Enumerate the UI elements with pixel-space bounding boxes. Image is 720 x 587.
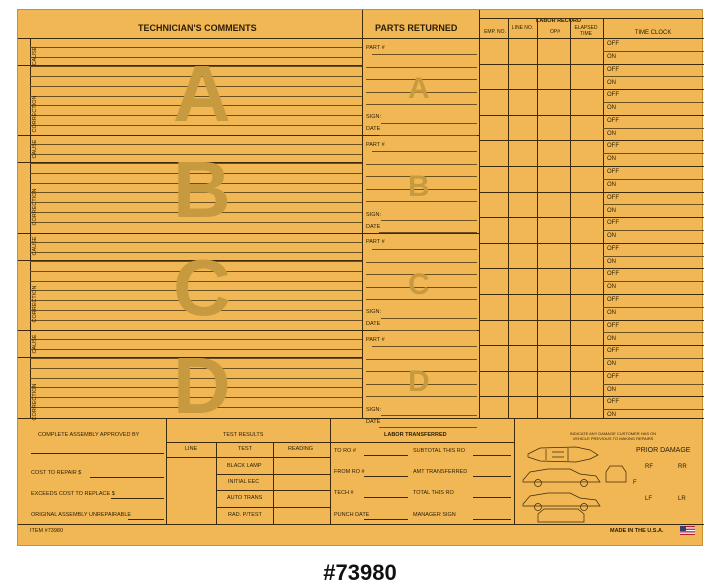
parts-section-divider: [362, 233, 479, 234]
car-side-wheel-b2: [581, 504, 588, 511]
time-clock-off: OFF: [607, 246, 619, 252]
sign-label-a: SIGN:: [366, 114, 381, 120]
test-labor-divider: [330, 418, 331, 524]
test-auto-trans: AUTO TRANS: [227, 495, 263, 501]
approval-test-divider: [166, 418, 167, 524]
part-number-label-a: PART #: [366, 45, 385, 51]
test-column-divider: [216, 442, 217, 524]
time-clock-off: OFF: [607, 271, 619, 277]
labor-row-rule: [479, 345, 704, 346]
technicians-comments-header: TECHNICIAN'S COMMENTS: [138, 23, 257, 33]
date-label-b: DATE: [366, 224, 381, 230]
time-clock-off: OFF: [607, 220, 619, 226]
time-clock-on: ON: [607, 412, 616, 418]
approval-signature-line: [31, 453, 164, 454]
section-label-column: [30, 135, 31, 233]
watermark-letter-d: D: [173, 341, 231, 430]
amt-transferred-label: AMT TRANSFERRED: [413, 469, 468, 475]
time-clock-split: [603, 409, 704, 410]
car-side-wheel-a2: [581, 480, 588, 487]
damage-f: F: [633, 480, 637, 486]
item-code-caption: #73980: [323, 560, 397, 585]
labor-transfer-line: [364, 497, 408, 498]
correction-label-c: CORRECTION: [32, 285, 38, 323]
time-clock-split: [603, 384, 704, 385]
time-clock-off: OFF: [607, 169, 619, 175]
cause-label-d: CAUSE: [32, 334, 38, 354]
original-assembly-label: ORIGINAL ASSEMBLY UNREPAIRABLE: [31, 512, 132, 518]
made-in-usa: MADE IN THE U.S.A.: [610, 528, 664, 534]
parts-rule: [366, 359, 477, 360]
time-clock-on: ON: [607, 233, 616, 239]
test-header-rule: [166, 457, 330, 458]
labor-row-rule: [479, 89, 704, 90]
correction-label-b: CORRECTION: [32, 188, 38, 226]
item-number: ITEM #73980: [30, 528, 64, 534]
part-number-line: [372, 54, 477, 55]
sign-label-d: SIGN:: [366, 407, 381, 413]
sign-line: [381, 318, 477, 319]
time-clock-on: ON: [607, 336, 616, 342]
manager-sign-label: MANAGER SIGN: [413, 512, 456, 518]
parts-rule: [366, 262, 477, 263]
date-line: [379, 232, 477, 233]
parts-labor-divider: [479, 10, 480, 418]
time-clock-off: OFF: [607, 374, 619, 380]
prior-damage-title: PRIOR DAMAGE: [636, 447, 691, 454]
time-clock-split: [603, 332, 704, 333]
repair-order-envelope: [17, 9, 703, 546]
time-clock-on: ON: [607, 80, 616, 86]
car-top-detail: [546, 448, 568, 461]
time-clock-off: OFF: [607, 195, 619, 201]
watermark-letter-b: B: [173, 145, 231, 234]
time-clock-off: OFF: [607, 323, 619, 329]
time-clock-on: ON: [607, 54, 616, 60]
time-clock-off: OFF: [607, 118, 619, 124]
time-clock-split: [603, 128, 704, 129]
vehicle-diagram: [518, 442, 630, 524]
time-clock-on: ON: [607, 156, 616, 162]
part-number-line: [372, 151, 477, 152]
time-clock-split: [603, 51, 704, 52]
labor-row-rule: [479, 294, 704, 295]
time-clock-off: OFF: [607, 297, 619, 303]
exceeds-cost-line: [111, 498, 164, 499]
labor-row-rule: [479, 64, 704, 65]
damage-note-line1: INDICATE ANY DAMAGE CUSTOMER HAS ON: [569, 431, 657, 436]
time-clock-on: ON: [607, 387, 616, 393]
labor-row-rule: [479, 217, 704, 218]
correction-label-d: CORRECTION: [32, 383, 38, 421]
labor-transfer-line: [364, 476, 408, 477]
time-clock-split: [603, 230, 704, 231]
time-clock-split: [603, 204, 704, 205]
watermark-letter-c: C: [173, 243, 231, 332]
watermark-letter-a: A: [173, 49, 231, 138]
test-title-rule: [166, 442, 330, 443]
test-test-column: TEST: [238, 446, 253, 452]
labor-row-rule: [479, 320, 704, 321]
car-side-wheel-a1: [535, 480, 542, 487]
date-label-c: DATE: [366, 321, 381, 327]
labor-transfer-line: [473, 497, 511, 498]
time-clock-off: OFF: [607, 67, 619, 73]
test-column-divider: [273, 442, 274, 524]
sign-line: [381, 415, 477, 416]
sign-line: [381, 220, 477, 221]
parts-letter-d: D: [408, 365, 430, 398]
parts-letter-a: A: [408, 72, 430, 105]
labor-record-header: LABOR RECORD: [536, 18, 581, 24]
time-clock-split: [603, 76, 704, 77]
parts-rule: [366, 164, 477, 165]
labor-transfer-line: [364, 519, 408, 520]
test-rad-ptest: RAD. P/TEST: [228, 512, 262, 518]
comment-rule: [30, 47, 362, 48]
car-top-outline: [528, 447, 598, 462]
total-label: TOTAL THIS RO: [413, 490, 454, 496]
comment-rule: [30, 339, 362, 340]
date-label-a: DATE: [366, 126, 381, 132]
time-clock-off: OFF: [607, 92, 619, 98]
part-number-line: [372, 249, 477, 250]
labor-transfer-line: [473, 519, 511, 520]
cost-to-repair-label: COST TO REPAIR $: [31, 470, 82, 476]
damage-lf: LF: [645, 496, 653, 502]
test-results-title: TEST RESULTS: [223, 432, 264, 438]
labor-row-rule: [479, 192, 704, 193]
damage-rr: RR: [678, 464, 687, 470]
labor-row-rule: [479, 140, 704, 141]
cause-label-a: CAUSE: [32, 46, 38, 66]
date-line: [379, 427, 477, 428]
sign-label-c: SIGN:: [366, 309, 381, 315]
from-ro-label: FROM RO #: [334, 469, 365, 475]
parts-rule: [366, 67, 477, 68]
tech-label: TECH #: [334, 490, 354, 496]
time-clock-on: ON: [607, 208, 616, 214]
car-side-outline-a: [523, 469, 600, 482]
time-clock-off: OFF: [607, 399, 619, 405]
car-side-wheel-b1: [535, 504, 542, 511]
time-clock-split: [603, 256, 704, 257]
labor-row-rule: [479, 243, 704, 244]
parts-letter-b: B: [408, 170, 430, 203]
labor-row-rule: [479, 38, 704, 39]
test-black-lamp: BLACK LAMP: [227, 463, 262, 469]
car-rear-outline: [538, 509, 584, 522]
time-clock-on: ON: [607, 310, 616, 316]
time-clock-on: ON: [607, 284, 616, 290]
time-clock-off: OFF: [607, 348, 619, 354]
time-clock-split: [603, 179, 704, 180]
damage-note-line2: VEHICLE PREVIOUS TO MAKING REPAIRS: [572, 436, 654, 441]
labor-row-rule: [479, 371, 704, 372]
elapsed-time-column: ELAPSED TIME: [574, 25, 598, 37]
part-number-label-c: PART #: [366, 239, 385, 245]
parts-returned-header: PARTS RETURNED: [375, 23, 458, 33]
section-label-column: [30, 330, 31, 418]
test-line-column: LINE: [185, 446, 198, 452]
time-clock-split: [603, 153, 704, 154]
time-clock-on: ON: [607, 105, 616, 111]
labor-transfer-line: [473, 455, 511, 456]
correction-label-a: CORRECTION: [32, 95, 38, 133]
labor-row-rule: [479, 268, 704, 269]
sign-line: [381, 123, 477, 124]
date-line: [379, 330, 477, 331]
damage-lr: LR: [678, 496, 686, 502]
labor-damage-divider: [514, 418, 515, 524]
test-reading-column: READING: [288, 446, 314, 452]
labor-row-rule: [479, 115, 704, 116]
labor-transferred-title: LABOR TRANSFERRED: [384, 432, 447, 438]
time-clock-on: ON: [607, 131, 616, 137]
labor-column-divider: [508, 18, 509, 418]
date-label-d: DATE: [366, 419, 381, 425]
time-clock-split: [603, 358, 704, 359]
test-initial-eec: INITIAL EEC: [228, 479, 260, 485]
usa-flag-icon: [680, 526, 695, 535]
exceeds-cost-label: EXCEEDS COST TO REPLACE $: [31, 491, 115, 497]
time-clock-off: OFF: [607, 143, 619, 149]
cause-label-c: CAUSE: [32, 236, 38, 256]
time-clock-on: ON: [607, 361, 616, 367]
car-side-outline-b: [523, 493, 600, 506]
line-no-column: LINE NO.: [511, 25, 534, 31]
time-clock-split: [603, 307, 704, 308]
time-clock-off: OFF: [607, 41, 619, 47]
punch-date-label: PUNCH DATE: [334, 512, 370, 518]
cost-to-repair-line: [90, 477, 164, 478]
car-front-outline: [606, 466, 626, 482]
labor-transfer-line: [364, 455, 408, 456]
labor-header-rule: [479, 18, 704, 19]
part-number-label-b: PART #: [366, 142, 385, 148]
date-line: [379, 135, 477, 136]
emp-no-column: EMP. NO.: [484, 29, 506, 35]
op-number-column: OP#: [549, 29, 560, 35]
labor-column-divider: [537, 18, 538, 418]
time-clock-split: [603, 281, 704, 282]
time-clock-column: TIME CLOCK: [634, 30, 672, 36]
time-clock-split: [603, 102, 704, 103]
comments-parts-divider: [362, 10, 363, 418]
labor-transfer-line: [473, 476, 511, 477]
labor-transferred-title-rule: [330, 442, 514, 443]
footer-rule: [18, 524, 704, 525]
labor-column-divider: [570, 18, 571, 418]
original-assembly-line: [128, 519, 164, 520]
time-clock-on: ON: [607, 259, 616, 265]
to-ro-label: TO RO #: [334, 448, 356, 454]
labor-row-rule: [479, 166, 704, 167]
labor-row-rule: [479, 396, 704, 397]
part-number-line: [372, 346, 477, 347]
time-clock-on: ON: [607, 182, 616, 188]
parts-letter-c: C: [408, 268, 430, 301]
sign-label-b: SIGN:: [366, 212, 381, 218]
subtotal-label: SUBTOTAL THIS RO: [413, 448, 466, 454]
damage-rf: RF: [645, 464, 653, 470]
cause-label-b: CAUSE: [32, 139, 38, 159]
approval-title: COMPLETE ASSEMBLY APPROVED BY: [38, 432, 140, 438]
part-number-label-d: PART #: [366, 337, 385, 343]
